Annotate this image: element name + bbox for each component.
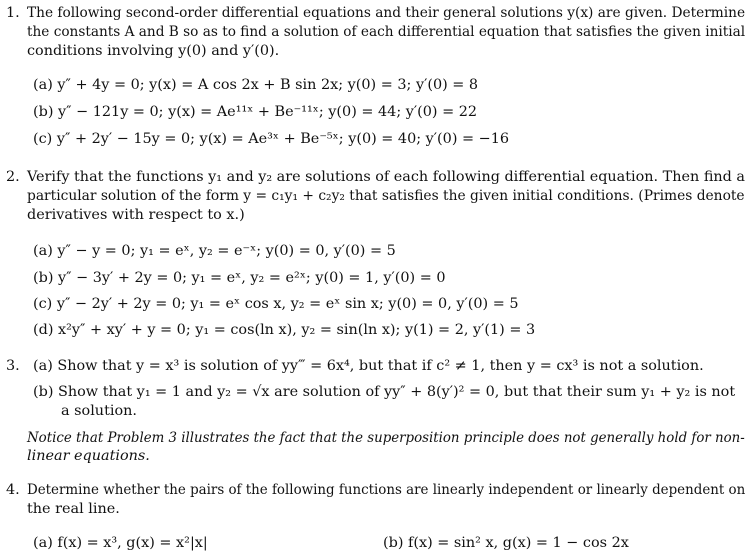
problem-4-part-b: (b) f(x) = sin² x, g(x) = 1 − cos 2x	[383, 535, 629, 551]
problem-4-intro-line-1: Determine whether the pairs of the following functions are linearly independent or linearly dependent on	[27, 482, 746, 498]
problem-1-part-a: (a) y″ + 4y = 0; y(x) = A cos 2x + B sin 2x; y(0) = 3; y′(0) = 8	[33, 77, 479, 93]
problem-1-part-c: (c) y″ + 2y′ − 15y = 0; y(x) = Ae³ˣ + Be⁻⁵ˣ; y(0) = 40; y′(0) = −16	[33, 131, 510, 147]
problem-3-note-line-1: Notice that Problem 3 illustrates the fact that the superposition principle does not generally hold for non-	[27, 430, 745, 446]
problem-1-intro-line-2: the constants A and B so as to find a solution of each differential equation that satisfies the given initial	[27, 24, 746, 40]
problem-2-part-a: (a) y″ − y = 0; y₁ = eˣ, y₂ = e⁻ˣ; y(0) = 0, y′(0) = 5	[33, 243, 396, 259]
problem-3-note-line-2: linear equations.	[27, 448, 150, 464]
problem-1-number: 1.	[6, 5, 20, 21]
problem-2-part-d: (d) x²y″ + xy′ + y = 0; y₁ = cos(ln x), y₂ = sin(ln x); y(1) = 2, y′(1) = 3	[33, 322, 536, 338]
problem-3-part-b-line-2: a solution.	[61, 403, 137, 419]
problem-3-part-b-line-1: (b) Show that y₁ = 1 and y₂ = √x are solution of yy″ + 8(y′)² = 0, but that their sum y₁ + y₂ is not	[33, 384, 736, 400]
problem-3-number: 3.	[6, 358, 20, 374]
problem-2-number: 2.	[6, 169, 20, 185]
problem-1-intro-line-1: The following second-order differential equations and their general solutions y(x) are given. Determine	[27, 5, 746, 21]
problem-4-part-a: (a) f(x) = x³, g(x) = x²|x|	[33, 535, 208, 551]
problem-4-intro-line-2: the real line.	[27, 501, 120, 517]
problem-4-number: 4.	[6, 482, 20, 498]
problem-2-intro-line-1: Verify that the functions y₁ and y₂ are solutions of each following differential equation. Then find a	[27, 169, 746, 185]
problem-1-part-b: (b) y″ − 121y = 0; y(x) = Ae¹¹ˣ + Be⁻¹¹ˣ; y(0) = 44; y′(0) = 22	[33, 104, 478, 120]
problem-2-intro-line-3: derivatives with respect to x.)	[27, 207, 245, 223]
problem-2-intro-line-2: particular solution of the form y = c₁y₁ + c₂y₂ that satisfies the given initial conditions. (Primes denote	[27, 188, 745, 204]
problem-2-part-b: (b) y″ − 3y′ + 2y = 0; y₁ = eˣ, y₂ = e²ˣ; y(0) = 1, y′(0) = 0	[33, 270, 446, 286]
problem-3-part-a: (a) Show that y = x³ is solution of yy‴ = 6x⁴, but that if c² ≠ 1, then y = cx³ is not a solution.	[33, 358, 704, 374]
problem-1-intro-line-3: conditions involving y(0) and y′(0).	[27, 43, 280, 59]
problem-2-part-c: (c) y″ − 2y′ + 2y = 0; y₁ = eˣ cos x, y₂ = eˣ sin x; y(0) = 0, y′(0) = 5	[33, 296, 519, 312]
